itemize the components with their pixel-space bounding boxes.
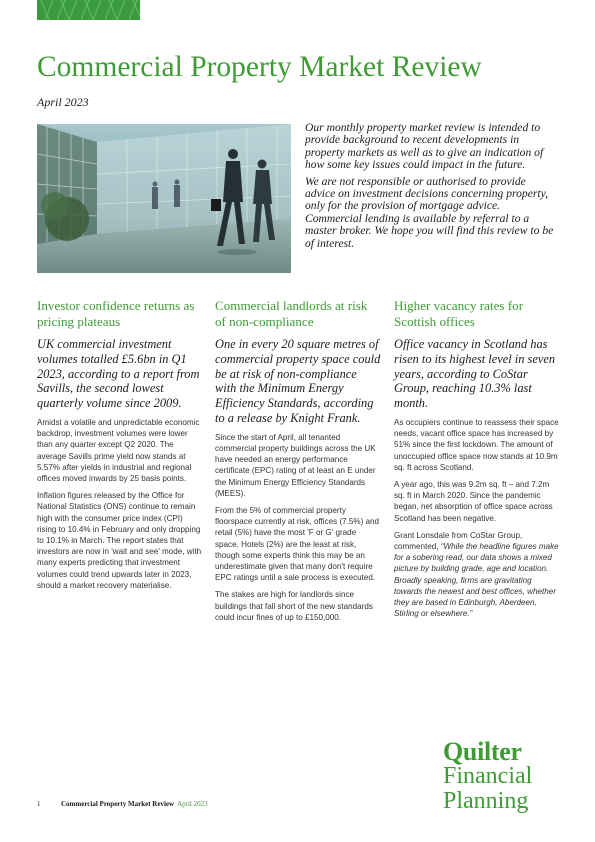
article-heading: Commercial landlords at risk of non-compliance <box>215 298 368 329</box>
quilter-logo <box>443 737 573 814</box>
article-lead: One in every 20 square metres of commercial property space could be at risk of non-compliance with the Minimum Energy Efficiency Standards, according to a release by Knight Frank. <box>215 337 381 425</box>
top-banner-pattern <box>37 0 140 20</box>
page-title: Commercial Property Market Review <box>37 51 482 83</box>
logo-line-planning: Planning <box>443 788 529 814</box>
article-paragraph-with-quote <box>394 530 560 620</box>
article-paragraph: As occupiers continue to reassess their space needs, vacant office space has increased by 51% since the first lockdown. The amount of unoccupied office space now stands at 10.9m sq. ft across Scotland. <box>394 417 559 472</box>
footer-date: April 2023 <box>177 800 208 808</box>
quote-text: “While the headline figures make for a sobering read, our data shows a mixed picture by building grade, age and location. Broadly speaking, firms are gravitating towards the newest and best offices, whether they are based in Edinburgh, Aberdeen, Stirling or elsewhere.” <box>394 542 559 619</box>
article-paragraph: Amidst a volatile and unpredictable economic backdrop, investment volumes were lower than any quarter except Q2 2020. The average Savills prime yield now stands at 5.57% after yields in industrial and regional offices moved inwards by 25 basis points. <box>37 417 200 483</box>
intro-paragraph: Our monthly property market review is intended to provide background to recent developments in property markets as well as to give an indication of how some key issues could impact in the future. <box>305 121 544 172</box>
page-footer <box>37 800 208 808</box>
article-scottish-offices <box>394 298 560 625</box>
article-paragraph: Inflation figures released by the Office for National Statistics (ONS) continue to remain high with the consumer price index (CPI) rising to 10.4% in February and only dropping to 10.1% in March. The report states that investors are now in 'wait and see' mode, with many experts predicting that investment volumes could trend upwards later in 2023, should a market recovery materialise. <box>37 491 202 590</box>
issue-date: April 2023 <box>37 95 89 109</box>
intro-disclaimer: We are not responsible or authorised to provide advice on investment decisions concerning property, only for the provision of mortgage advice. Commercial lending is available by referral to a master broker. We hope you will find this review to be of interest. <box>305 174 554 250</box>
article-heading: Higher vacancy rates for Scottish offices <box>394 298 524 329</box>
logo-line-financial: Financial <box>443 763 533 789</box>
article-landlords-compliance <box>215 298 381 629</box>
article-lead: Office vacancy in Scotland has risen to its highest level in seven years, according to CoStar Group, reaching 10.3% last month. <box>394 337 556 411</box>
article-paragraph: Since the start of April, all tenanted commercial property buildings across the UK have needed an energy performance certificate (EPC) rating of at least an E under the Minimum Energy Efficiency Standards (MEES). <box>215 432 376 498</box>
article-heading: Investor confidence returns as pricing plateaus <box>37 298 195 329</box>
hero-image <box>37 124 291 273</box>
article-paragraph: A year ago, this was 9.2m sq. ft – and 7.2m sq. ft in March 2020. Since the pandemic began, net absorption of office space across Scotland has been negative. <box>394 480 553 523</box>
logo-line-quilter: Quilter <box>443 737 522 766</box>
article-paragraph: From the 5% of commercial property floorspace currently at risk, offices (7.5%) and retail (5%) have the most 'F or G' grade space. Hotels (2%) are the least at risk, though some experts think this may be an underestimate given that many don't require EPC ratings until a sale process is executed. <box>215 506 380 583</box>
article-lead: UK commercial investment volumes totalled £5.6bn in Q1 2023, according to a report from Savills, the second lowest quarterly volume since 2009. <box>37 337 200 411</box>
intro-text <box>305 122 555 254</box>
quote-intro: Grant Lonsdale from CoStar Group, commented, <box>394 530 523 552</box>
article-investor-confidence <box>37 298 203 597</box>
page-number: 1 <box>37 800 41 808</box>
article-paragraph: The stakes are high for landlords since buildings that fall short of the new standards could incur fines of up to £150,000. <box>215 590 373 622</box>
footer-title: Commercial Property Market Review <box>61 800 175 808</box>
